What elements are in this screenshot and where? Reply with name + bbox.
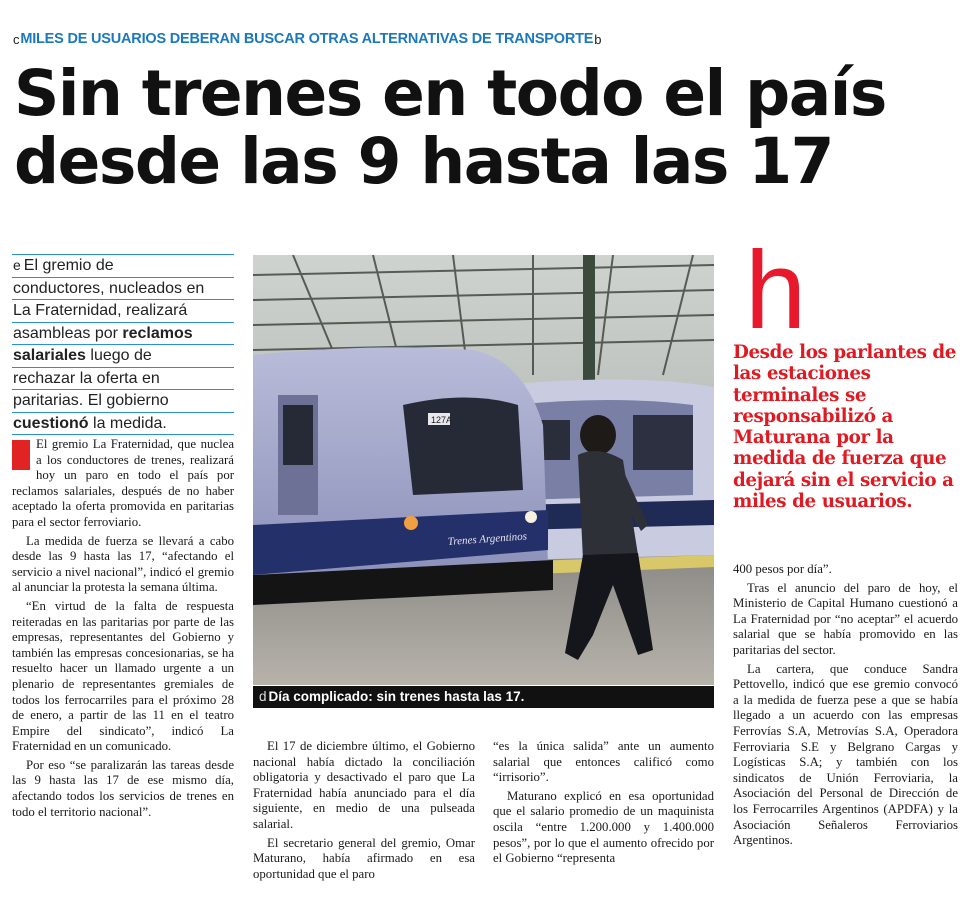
lead-line: rechazar la oferta en (12, 367, 234, 390)
section-kicker (12, 28, 602, 50)
headline-line-1: Sin trenes en todo el país (14, 57, 886, 130)
train-label: Trenes Argentinos (447, 530, 528, 548)
bullet-icon: e (13, 257, 21, 273)
lead-line (12, 344, 234, 367)
article-column-4 (733, 562, 958, 852)
paragraph: 400 pesos por día”. (733, 562, 832, 576)
lead-text: luego de (85, 347, 152, 364)
lead-text: la medida. (88, 414, 167, 432)
lead-text: asambleas por (13, 324, 123, 342)
article-column-1 (12, 437, 234, 823)
photo-caption (253, 686, 714, 708)
paragraph: El gremio La Fraternidad, que nuclea a los conductores de trenes, realizará hoy un paro en todo el país por reclamos salariales, después de no haber aceptado la oferta promovida en paritarias para el sector ferroviario. (12, 437, 234, 529)
paragraph: “En virtud de la falta de respuesta reiteradas en las paritarias por parte de las empresas, representantes del Gobierno y también las empresas concesionarias, se ha resuelto hacer un llamado urgente a un plenario de representantes gremiales de todos los ferrocarriles para el próximo 28 de enero, a partir de las 11 en el teatro Empire del sindicato”, indicó La Fraternidad en un comunicado. (12, 598, 234, 754)
lead-bold: cuestionó (13, 414, 89, 432)
caption-text: Día complicado: sin trenes hasta las 17. (268, 689, 525, 704)
lead-line (12, 412, 234, 435)
paragraph: La cartera, que conduce Sandra Pettovello, indicó que ese gremio convocó a la medida de fuerza pese a que se había llegado a un acuerdo con las empresas Ferrovías S.A, Metrovías S.A, Operadora Ferroviaria S.E y Belgrano Cargas y Logísticas S.A; y también con los sindicatos de Unión Ferroviaria, la Asociación del Personal de Dirección de los Ferrocarriles Argentinos (APDFA) y la Asociación Señaleros Ferroviarios Argentinos. (733, 661, 958, 848)
dropcap (12, 440, 30, 470)
lead-bold: reclamos (122, 324, 193, 342)
pullquote: Desde los parlantes de las estaciones terminales se responsabilizó a Maturana por la medida de fuerza que dejará sin el servicio a miles de usuarios. (733, 342, 957, 513)
pullquote-initial: h (745, 229, 807, 352)
kicker-close-mark: b (594, 31, 602, 47)
lead-line (12, 254, 234, 277)
lead-text: El gremio de (23, 257, 114, 274)
paragraph: El 17 de diciembre último, el Gobierno nacional había dictado la conciliación obligatoria y desactivado el paro que La Fraternidad había anunciado para el día siguiente, en medio de una pulseada salarial. (253, 739, 475, 831)
lead-line: conductores, nucleados en (12, 277, 234, 300)
paragraph: El secretario general del gremio, Omar Maturano, había afirmado en esa oportunidad que el paro (253, 835, 475, 881)
paragraph: Por eso “se paralizarán las tareas desde las 9 hasta las 17 de ese mismo día, afectando todos los servicios de trenes en todo el territorio nacional”. (12, 757, 234, 819)
paragraph: Maturano explicó en esa oportunidad que el salario promedio de un maquinista oscila “entre 1.200.000 y 1.400.000 pesos”, por lo que el aumento ofrecido por el Gobierno “representa (493, 788, 714, 866)
lead-line: paritarias. El gobierno (12, 389, 234, 412)
train-station-image (253, 255, 714, 685)
headline-line-2: desde las 9 hasta las 17 (14, 125, 834, 198)
headline (14, 57, 964, 198)
kicker-text: MILES DE USUARIOS DEBERAN BUSCAR OTRAS ALTERNATIVAS DE TRANSPORTE (20, 31, 594, 47)
paragraph: La medida de fuerza se llevará a cabo desde las 9 hasta las 17, “afectando el servicio a nivel nacional”, indicó el gremio al anunciar la protesta la semana última. (12, 533, 234, 595)
caption-mark: d (259, 689, 267, 704)
kicker-open-mark: c (13, 31, 20, 47)
lead-summary (12, 254, 234, 435)
article-column-2 (253, 739, 475, 885)
lead-line: La Fraternidad, realizará (12, 299, 234, 322)
article-column-3 (493, 739, 714, 870)
lead-line (12, 322, 234, 345)
train-photo (253, 255, 714, 685)
train-number: 127A (431, 415, 453, 425)
paragraph: Tras el anuncio del paro de hoy, el Ministerio de Capital Humano cuestionó a La Fraternidad por “no aceptar” el acuerdo salarial que se había promovido en las paritarias del sector. (733, 580, 958, 657)
lead-bold: salariales (13, 347, 86, 364)
paragraph: “es la única salida” ante un aumento salarial que entonces calificó como “irrisorio”. (493, 739, 714, 785)
